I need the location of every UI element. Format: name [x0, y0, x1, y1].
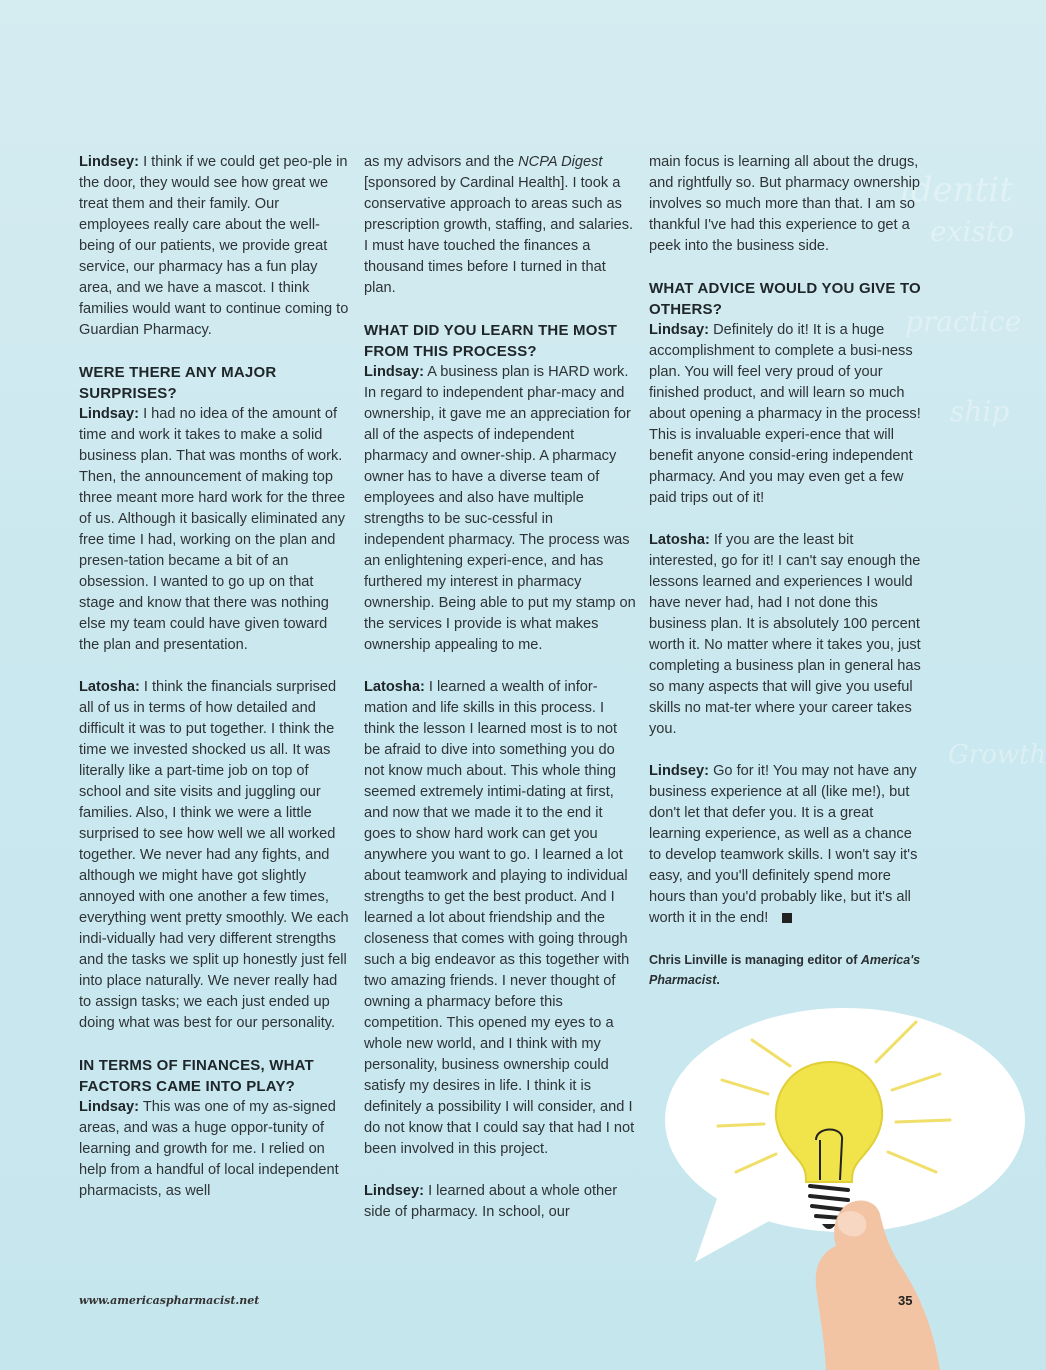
paragraph: [79, 677, 351, 1034]
background-doodle: practice: [905, 305, 1022, 338]
article-column-2: [364, 152, 636, 1223]
end-of-article-icon: [782, 913, 792, 923]
article-column-1: [79, 152, 351, 1202]
section-heading: IN TERMS OF FINANCES, WHAT FACTORS CAME INTO PLAY?: [79, 1057, 314, 1095]
paragraph-text: If you are the least bit interested, go for it! I can't say enough the lessons learned and experiences I would have never had, had I not done this business plan. It is absolutely 100 percent worth it. No matter where it takes you, just completing a business plan in general has so many aspects that will give you useful skills no mat-ter where your career takes you.: [649, 532, 921, 737]
credit-punctuation: .: [716, 973, 720, 987]
speaker-name: Lindsay:: [649, 322, 710, 338]
section-heading: WHAT ADVICE WOULD YOU GIVE TO OTHERS?: [649, 280, 921, 318]
speaker-name: Lindsay:: [364, 364, 425, 380]
speaker-name: Latosha:: [79, 679, 140, 695]
paragraph-text: I learned a wealth of infor-mation and life skills in this process. I think the lesson I learned most is to not be afraid to dive into something you do not know much about. This whole thing seemed extremely intimi-dating at first, and now that we made it to the end it goes to show hard work can get you anywhere you want to go. I learned a lot about teamwork and playing to individual strengths to get the best product. And I learned a lot about friendship and the closeness that comes with going through such a big endeavor as this together with two amazing friends. I never thought of owning a pharmacy before this competition. This opened my eyes to a whole new world, and I think with my personality, business ownership could satisfy my desires in life. I think it is definitely a possibility I will consider, and I do not know that I could say that had I not been involved in this project.: [364, 679, 635, 1157]
speaker-name: Lindsey:: [649, 763, 710, 779]
paragraph-text: Definitely do it! It is a huge accomplishment to complete a busi-ness plan. You will feel very proud of your finished product, and will learn so much about opening a pharmacy in the process! This is invaluable experi-ence that will benefit anyone consid-ering independent pharmacy. And you may even get a few paid trips out of it!: [649, 322, 921, 506]
background-doodle: identit: [900, 170, 1013, 210]
paragraph-text: I learned about a whole other side of pharmacy. In school, our: [364, 1183, 618, 1220]
paragraph-text: Go for it! You may not have any business experience at all (like me!), but don't let that defer you. It is a great learning experience, as well as a chance to develop teamwork skills. I won't say it's easy, and you'll definitely spend more hours than you'd probably like, but it's all worth it in the end!: [649, 763, 918, 926]
paragraph-text: I had no idea of the amount of time and work it takes to make a solid business plan. That was months of work. Then, the announcement of making top three meant more hard work for the three of us. Although it basically eliminated any free time I had, working on the plan and presen-tation became a bit of an obsession. I wanted to go up on that stage and know that there was nothing else my team could have given toward the plan and presentation.: [79, 406, 346, 653]
lightbulb-speech-bubble-icon: [640, 1000, 1024, 1370]
background-doodle: existo: [930, 215, 1014, 248]
speaker-name: Lindsey:: [364, 1183, 425, 1199]
paragraph: [649, 761, 921, 929]
background-doodle: Growth: [948, 740, 1046, 770]
speaker-name: Lindsey:: [79, 154, 140, 170]
page-number: 35: [898, 1293, 913, 1308]
footer-url: www.americaspharmacist.net: [79, 1294, 260, 1307]
magazine-name: America's Pharmacist: [649, 953, 921, 987]
paragraph: [364, 1181, 636, 1223]
paragraph-text: A business plan is HARD work. In regard to independent phar-macy and ownership, it gave me an appreciation for all of the aspects of independent pharmacy and owner-ship. A pharmacy owner has to have a diverse team of employees and also have multiple strengths to be suc-cessful in independent pharmacy. The process was an enlightening experi-ence, and has furthered my interest in pharmacy ownership. Being able to put my stamp on the services I provide is what makes ownership appealing to me.: [364, 364, 636, 653]
paragraph-text: as my advisors and the: [364, 154, 515, 170]
paragraph: [364, 677, 636, 1160]
publication-name: NCPA Digest: [518, 154, 603, 170]
paragraph-text: I think if we could get peo-ple in the door, they would see how great we treat them and their family. Our employees really care about the well-being of our patients, we provide great service, our pharmacy has a fun play area, and we have a mascot. I think families would want to continue coming to Guardian Pharmacy.: [79, 154, 349, 338]
paragraph-text: I think the financials surprised all of us in terms of how detailed and difficult it was to put together. I think the time we invested shocked us all. It was literally like a part-time job on top of school and site visits and juggling our families. Also, I think we were a little surprised to see how well we all worked together. We never had any fights, and although we might have got slightly annoyed with one another a few times, everything went pretty smoothly. We each indi-vidually had very different strengths and the tasks we split up honestly just fell into place naturally. We never really had to assign tasks; we each just ended up doing what was best for our personality.: [79, 679, 349, 1031]
paragraph: [649, 320, 921, 509]
paragraph: [649, 152, 921, 257]
speaker-name: Latosha:: [649, 532, 710, 548]
paragraph: [364, 362, 636, 656]
paragraph: [79, 1097, 351, 1202]
section-heading: WHAT DID YOU LEARN THE MOST FROM THIS PROCESS?: [364, 322, 618, 360]
speaker-name: Lindsay:: [79, 406, 140, 422]
paragraph: [649, 530, 921, 740]
credit-text: Chris Linville is managing editor of: [649, 953, 858, 967]
speaker-name: Latosha:: [364, 679, 425, 695]
background-doodle: ship: [950, 395, 1010, 428]
article-column-3: [649, 152, 921, 990]
author-credit: [649, 950, 921, 990]
section-heading: WERE THERE ANY MAJOR SURPRISES?: [79, 364, 277, 402]
paragraph: [79, 404, 351, 656]
paragraph-text: This was one of my as-signed areas, and was a huge oppor-tunity of learning and growth for me. I relied on help from a handful of local independent pharmacists, as well: [79, 1099, 339, 1199]
speaker-name: Lindsay:: [79, 1099, 140, 1115]
paragraph-text: [sponsored by Cardinal Health]. I took a conservative approach to areas such as prescription growth, staffing, and salaries. I must have touched the finances a thousand times before I turned in that plan.: [364, 175, 634, 296]
paragraph: [364, 152, 636, 299]
paragraph: [79, 152, 351, 341]
paragraph-text: main focus is learning all about the drugs, and rightfully so. But pharmacy ownership involves so much more than that. I am so thankful I've had this experience to get a peek into the business side.: [649, 154, 920, 254]
